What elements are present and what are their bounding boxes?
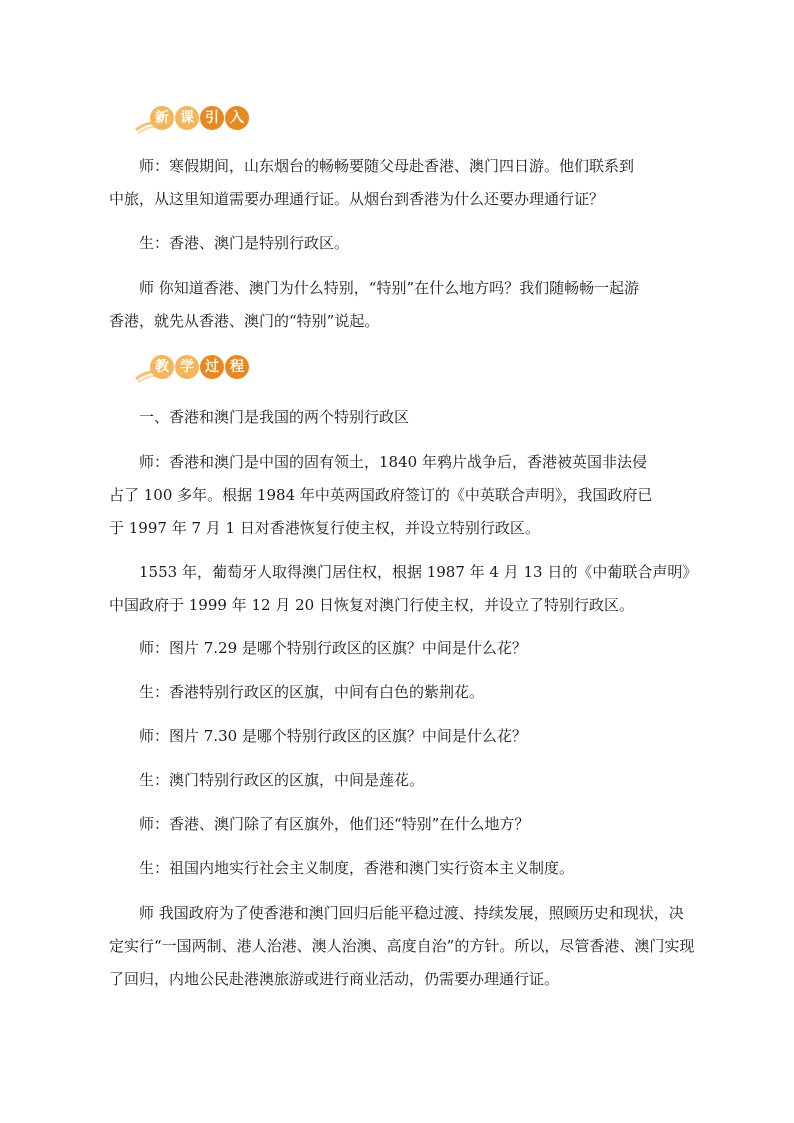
paragraph (139, 676, 659, 709)
text-line: 师 你知道香港、澳门为什么特别，“特别”在什么地方吗？我们随畅畅一起游 (139, 279, 640, 297)
text-line: 于 1997 年 7 月 1 日对香港恢复行使主权，并设立特别行政区。 (109, 519, 540, 537)
text-line: 师：图片 7.30 是哪个特别行政区的区旗？中间是什么花？ (139, 727, 527, 745)
header-char: 入 (225, 106, 249, 130)
text-line: 中国政府于 1999 年 12 月 20 日恢复对澳门行使主权，并设立了特别行政区。 (109, 596, 634, 614)
paragraph (139, 401, 659, 434)
header-char: 引 (200, 106, 224, 130)
text-line: 生：祖国内地实行社会主义制度，香港和澳门实行资本主义制度。 (139, 859, 575, 877)
section-title (150, 106, 249, 130)
text-line: 生：香港特别行政区的区旗，中间有白色的紫荆花。 (139, 683, 485, 701)
text-line: 了回归，内地公民赴港澳旅游或进行商业活动，仍需要办理通行证。 (109, 970, 560, 988)
paragraph (109, 897, 695, 996)
paragraph (139, 808, 659, 841)
text-line: 中旅，从这里知道需要办理通行证。从烟台到香港为什么还要办理通行证？ (109, 190, 605, 208)
text-line: 1553 年，葡萄牙人取得澳门居住权，根据 1987 年 4 月 13 日的《中葡联合声明》 (139, 563, 698, 581)
header-char: 课 (175, 106, 199, 130)
paragraph (139, 632, 659, 665)
paragraph (109, 272, 659, 338)
paragraph (109, 446, 659, 545)
text-line: 生：香港、澳门是特别行政区。 (139, 234, 350, 252)
paragraph (109, 556, 698, 622)
header-char: 学 (175, 355, 199, 379)
paragraph (139, 227, 659, 260)
paragraph (109, 150, 659, 216)
section-heading: 一、香港和澳门是我国的两个特别行政区 (139, 408, 410, 426)
header-char: 过 (200, 355, 224, 379)
text-line: 师：香港和澳门是中国的固有领土，1840 年鸦片战争后，香港被英国非法侵 (139, 453, 647, 471)
text-line: 师：寒假期间，山东烟台的畅畅要随父母赴香港、澳门四日游。他们联系到 (139, 157, 635, 175)
header-char: 新 (150, 106, 174, 130)
header-char: 教 (150, 355, 174, 379)
text-line: 占了 100 多年。根据 1984 年中英两国政府签订的《中英联合声明》，我国政府已 (109, 486, 653, 504)
section-header-intro (134, 104, 294, 138)
text-line: 香港，就先从香港、澳门的“特别”说起。 (109, 312, 380, 330)
text-line: 师 我国政府为了使香港和澳门回归后能平稳过渡、持续发展，照顾历史和现状，决 (139, 904, 684, 922)
paragraph (139, 852, 659, 885)
text-line: 师：图片 7.29 是哪个特别行政区的区旗？中间是什么花？ (139, 639, 527, 657)
paragraph (139, 764, 659, 797)
text-line: 生：澳门特别行政区的区旗，中间是莲花。 (139, 771, 425, 789)
text-line: 师：香港、澳门除了有区旗外，他们还“特别”在什么地方？ (139, 815, 530, 833)
text-line: 定实行“一国两制、港人治港、澳人治澳、高度自治”的方针。所以，尽管香港、澳门实现 (109, 937, 695, 955)
section-title (150, 355, 249, 379)
header-char: 程 (225, 355, 249, 379)
paragraph (139, 720, 659, 753)
section-header-process (134, 353, 294, 387)
